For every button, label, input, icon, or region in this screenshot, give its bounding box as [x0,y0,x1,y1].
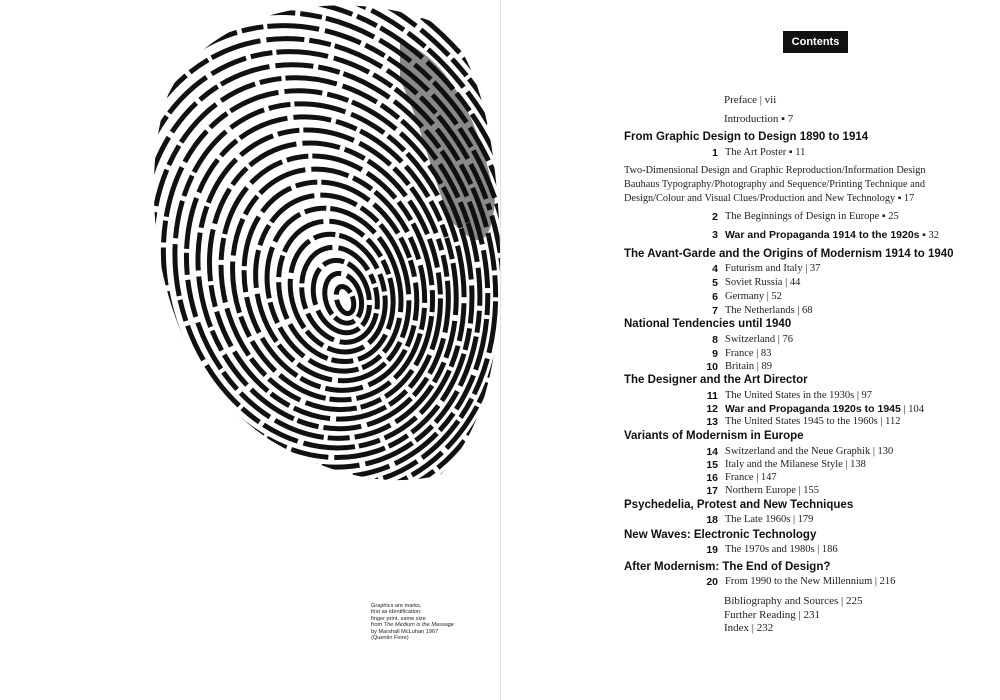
chapter-number: 16 [706,472,718,484]
chapter-number: 13 [706,416,718,428]
toc-section-title[interactable]: After Modernism: The End of Design? [624,561,831,573]
toc-entry-page: | vii [756,94,777,106]
toc-entry-page: | 52 [764,291,782,302]
toc-section-title[interactable]: Psychedelia, Protest and New Techniques [624,499,854,511]
toc-section-title[interactable]: New Waves: Electronic Technology [624,529,817,541]
toc-chapter-entry[interactable] [725,576,895,587]
toc-entry-bibliography[interactable] [724,595,862,607]
toc-entry-label: The Netherlands [725,305,795,316]
chapter-number: 8 [712,334,718,346]
toc-chapter-entry[interactable] [725,263,820,274]
toc-chapter-entry[interactable] [725,147,805,158]
toc-entry-introduction[interactable] [724,113,793,125]
toc-entry-page: ▪ 11 [786,147,806,158]
chapter-number: 18 [706,514,718,526]
toc-entry-page: | 83 [753,348,772,359]
toc-entry-label: The United States in the 1930s [725,390,855,401]
toc-entry-page: | 216 [872,576,896,587]
toc-entry-label: Index [724,622,750,634]
toc-entry-label: Germany [725,291,765,302]
chapter-number: 12 [706,403,718,415]
toc-chapter-entry[interactable] [725,403,924,415]
toc-entry-page: | 225 [838,595,863,607]
chapter-number: 4 [712,263,718,275]
toc-section-title[interactable]: The Avant-Garde and the Origins of Modernism 1914 to 1940 [624,248,954,260]
chapter-number: 6 [712,291,718,303]
toc-chapter-entry[interactable] [725,472,777,483]
chapter-number: 15 [706,459,718,471]
toc-chapter-entry[interactable] [725,361,772,372]
toc-subtopics-line: Two-Dimensional Design and Graphic Reproduction/Information Design [624,165,926,176]
toc-entry-page: | 104 [900,404,924,415]
chapter-number: 11 [706,390,718,402]
caption-line: Graphics are marks, [371,603,422,609]
toc-entry-page: | 232 [749,622,774,634]
chapter-number: 19 [706,544,718,556]
toc-chapter-entry[interactable] [725,544,838,555]
toc-chapter-entry[interactable] [725,348,771,359]
toc-entry-page: | 112 [877,416,901,427]
toc-entry-label: Soviet Russia [725,277,783,288]
toc-entry-page: ▪ 7 [778,113,794,125]
caption-line: (Quentin Fiore) [371,635,409,642]
toc-entry-page: | 37 [802,263,821,274]
toc-entry-label: The United States 1945 to the 1960s [725,416,878,427]
chapter-number: 1 [712,147,718,159]
toc-entry-label: France [725,348,754,359]
toc-entry-label: The Late 1960s [725,514,791,525]
chapter-number: 10 [706,361,718,373]
toc-entry-page: | 155 [795,485,819,496]
toc-entry-label: The Beginnings of Design in Europe [725,211,880,222]
toc-entry-page: | 179 [790,514,814,525]
chapter-number: 5 [712,277,718,289]
toc-entry-page: | 68 [794,305,813,316]
toc-entry-page: | 89 [754,361,773,372]
chapter-number: 2 [712,211,718,223]
toc-entry-label: Switzerland and the Neue Graphik [725,446,871,457]
toc-entry-index[interactable] [724,622,773,634]
toc-entry-page: | 147 [753,472,777,483]
toc-entry-page: | 130 [870,446,894,457]
toc-entry-page: | 231 [795,609,820,621]
toc-entry-label: War and Propaganda 1920s to 1945 [725,403,901,415]
toc-entry-page: ▪ 32 [919,230,939,241]
toc-chapter-entry[interactable] [725,334,793,345]
toc-chapter-entry[interactable] [725,390,872,401]
toc-chapter-entry[interactable] [725,416,901,427]
caption-book-title: The Medium is the Massage [383,622,455,629]
toc-entry-label: From 1990 to the New Millennium [725,576,873,587]
toc-section-title[interactable]: From Graphic Design to Design 1890 to 1914 [624,131,869,143]
contents-heading: Contents [783,31,848,53]
toc-chapter-entry[interactable] [725,211,899,222]
toc-chapter-entry[interactable] [725,291,782,302]
toc-entry-page: | 186 [814,544,838,555]
toc-chapter-entry[interactable] [725,459,866,470]
toc-section-title[interactable]: National Tendencies until 1940 [624,318,792,330]
toc-entry-label: Bibliography and Sources [724,595,839,607]
chapter-number: 14 [706,446,718,458]
chapter-number: 7 [712,305,718,317]
caption-line: by Marshall McLuhan 1967 [371,628,439,635]
toc-entry-label: France [725,472,754,483]
toc-chapter-entry[interactable] [725,485,819,496]
toc-entry-page: | 76 [775,334,794,345]
toc-chapter-entry[interactable] [725,229,939,241]
toc-entry-page: | 44 [782,277,801,288]
chapter-number: 17 [706,485,718,497]
caption-line: finger print, same size [371,615,426,622]
caption-line: first as identification: [371,609,422,616]
toc-entry-label: Northern Europe [725,485,796,496]
toc-entry-label: Futurism and Italy [725,263,803,274]
toc-chapter-entry[interactable] [725,514,813,525]
toc-subtopics-line: Design/Colour and Visual Clues/Production and New Technology ▪ 17 [624,193,915,204]
toc-entry-label: The 1970s and 1980s [725,544,815,555]
toc-entry-label: Further Reading [724,609,796,621]
caption-from: from [371,622,384,629]
toc-chapter-entry[interactable] [725,277,800,288]
toc-entry-page: | 138 [842,459,866,470]
chapter-number: 3 [712,229,718,241]
toc-entry-page: ▪ 25 [879,211,899,222]
toc-entry-label: Switzerland [725,334,776,345]
toc-section-title[interactable]: Variants of Modernism in Europe [624,430,804,442]
toc-entry-label: Italy and the Milanese Style [725,459,843,470]
toc-entry-label: War and Propaganda 1914 to the 1920s [725,229,920,241]
toc-chapter-entry[interactable] [725,446,893,457]
toc-entry-label: Introduction [724,113,779,125]
toc-chapter-entry[interactable] [725,305,813,316]
toc-entry-label: Britain [725,361,755,372]
toc-entry-label: The Art Poster [725,147,787,158]
toc-entry-page: | 97 [854,390,873,401]
toc-entry-label: Preface [724,94,757,106]
toc-section-title[interactable]: The Designer and the Art Director [624,374,808,386]
toc-entry-further-reading[interactable] [724,609,820,621]
toc-entry-preface[interactable] [724,94,776,106]
toc-subtopics-line: Bauhaus Typography/Photography and Sequence/Printing Technique and [624,179,926,190]
chapter-number: 20 [706,576,718,588]
chapter-number: 9 [712,348,718,360]
